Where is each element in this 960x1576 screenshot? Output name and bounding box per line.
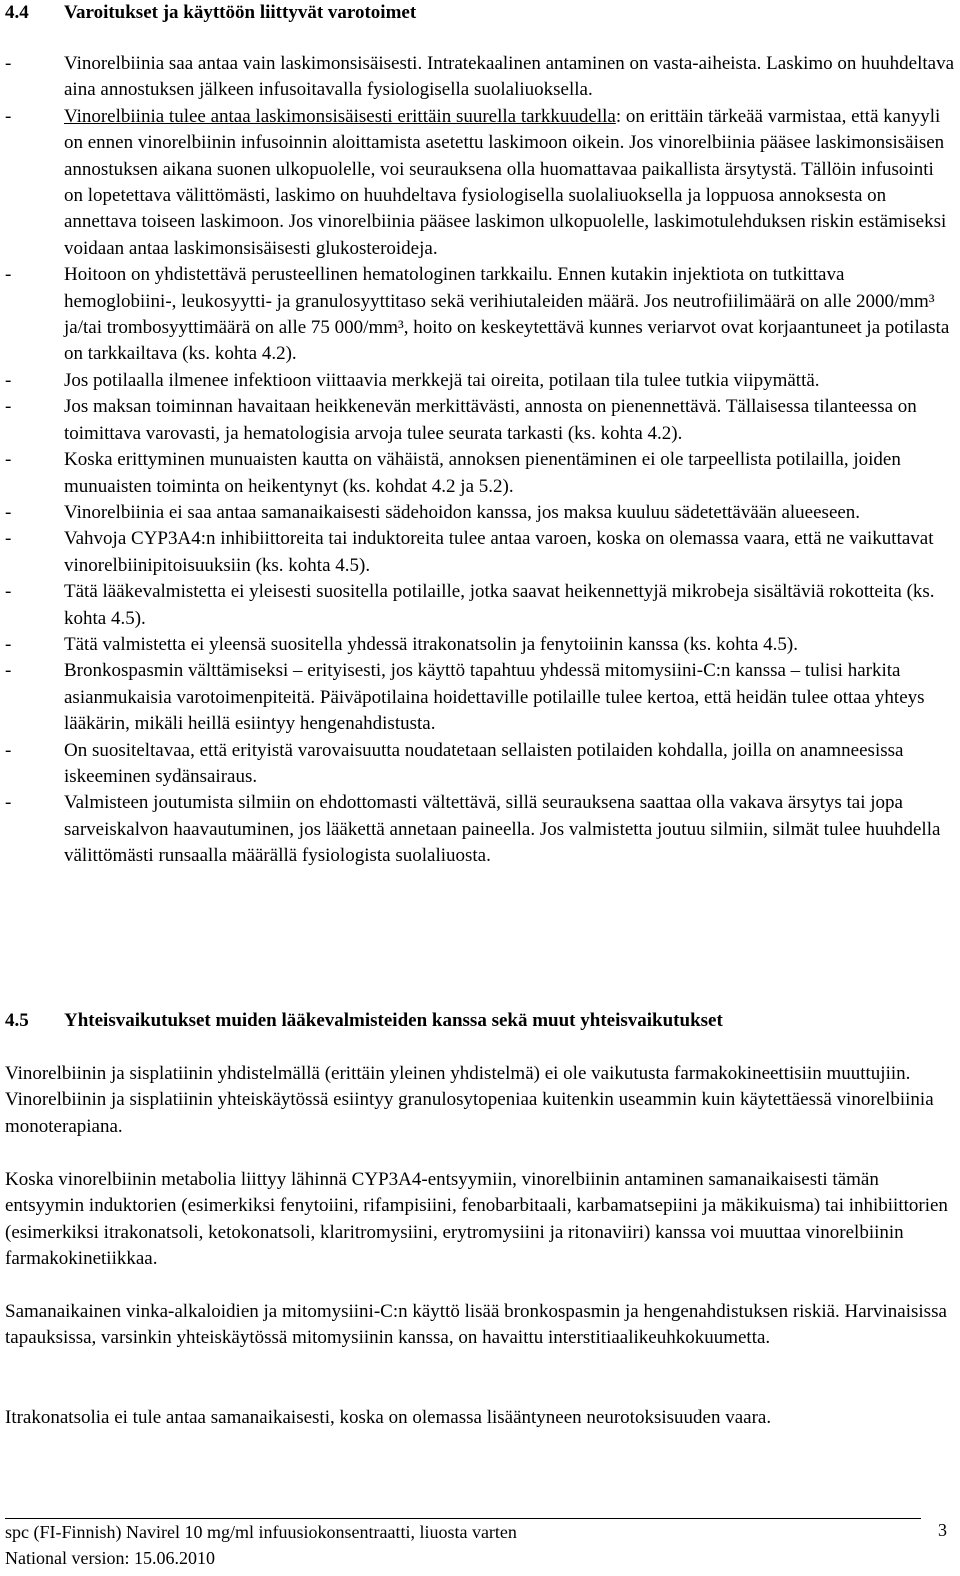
list-item-text: Vinorelbiinia saa antaa vain laskimonsisäisesti. Intratekaalinen antaminen on vasta-aiheista. Laskimo on huuhdeltava aina annostuksen jälkeen infusoitavalla fysiologisella suolaliuoksella. (64, 53, 955, 101)
list-item (5, 658, 955, 737)
list-item-text: Hoitoon on yhdistettävä perusteellinen hematologinen tarkkailu. Ennen kutakin injektiota on tutkittava hemoglobiini-, leukosyytti- ja granulosyyttitaso sekä verihiutaleiden määrä. Jos neutrofiilimäärä on alle 2000/mm³ ja/tai trombosyyttimäärä on alle 75 000/mm³, hoito on keskeytettävä kunnes veriarvot ovat korjaantuneet ja potilasta on tarkkailtava (ks. kohta 4.2). (64, 264, 950, 365)
bullet-dash: - (5, 264, 12, 286)
list-item-text: Tätä lääkevalmistetta ei yleisesti suositella potilaille, jotka saavat heikennettyjä mikrobeja sisältäviä rokotteita (ks. kohta 4.5). (64, 581, 935, 629)
list-item (5, 790, 955, 869)
footer-divider (5, 1518, 921, 1519)
paragraph: Samanaikainen vinka-alkaloidien ja mitomysiini-C:n käyttö lisää bronkospasmin ja hengenahdistuksen riskiä. Harvinaisissa tapauksissa, varsinkin yhteiskäytössä mitomysiinin kanssa, on havaittu interstitiaalikeuhkokuumetta. (5, 1301, 947, 1349)
footer-version: National version: 15.06.2010 (5, 1548, 215, 1568)
list-item (5, 394, 955, 447)
paragraph: Koska vinorelbiinin metabolia liittyy lähinnä CYP3A4-entsyymiin, vinorelbiinin antaminen samanaikaisesti tämän entsyymin induktorien (esimerkiksi fenytoiini, rifampisiini, fenobarbitaali, karbamatsepiini ja mäkikuisma) tai inhibiittorien (esimerkiksi itrakonatsoli, ketokonatsoli, klaritromysiini, erytromysiini ja ritonaviiri) kanssa voi muuttaa vinorelbiinin farmakokinetiikkaa. (5, 1169, 948, 1270)
section-title: Varoitukset ja käyttöön liittyvät varotoimet (64, 2, 417, 23)
paragraph: Vinorelbiinin ja sisplatiinin yhdistelmällä (erittäin yleinen yhdistelmä) ei ole vaikutusta farmakokineettisiin muuttujiin. Vinorelbiinin ja sisplatiinin yhteiskäytössä esiintyy granulosytopeniaa kuitenkin useammin kuin käytettäessä vinorelbiinia monoterapiana. (5, 1063, 934, 1137)
list-item-text: Koska erittyminen munuaisten kautta on vähäistä, annoksen pienentäminen ei ole tarpeellista potilailla, joiden munuaisten toiminta on heikentynyt (ks. kohdat 4.2 ja 5.2). (64, 449, 901, 497)
bullet-dash: - (5, 633, 12, 655)
bullet-dash: - (5, 739, 12, 761)
bullet-dash: - (5, 528, 12, 550)
bullet-dash: - (5, 660, 12, 682)
section-heading-4-4 (5, 0, 416, 26)
bullet-dash: - (5, 53, 12, 74)
list-item-text: Jos potilaalla ilmenee infektioon viittaavia merkkejä tai oireita, potilaan tila tulee tutkia viipymättä. (64, 369, 820, 391)
bullet-dash: - (5, 501, 12, 523)
footer-product-title: spc (FI-Finnish) Navirel 10 mg/ml infuusiokonsentraatti, liuosta varten (5, 1522, 517, 1542)
list-item (5, 51, 955, 104)
list-item (5, 262, 955, 368)
list-item-text: Vinorelbiinia ei saa antaa samanaikaisesti sädehoidon kanssa, jos maksa kuuluu sädetettävään alueeseen. (64, 501, 861, 523)
list-item-text: Tätä valmistetta ei yleensä suositella yhdessä itrakonatsolin ja fenytoiinin kanssa (ks. kohta 4.5). (64, 633, 798, 655)
list-item-text: On suositeltavaa, että erityistä varovaisuutta noudatetaan sellaisten potilaiden kohdalla, joilla on anamneesissa iskeeminen sydänsairaus. (64, 739, 904, 787)
section-title: Yhteisvaikutukset muiden lääkevalmisteiden kanssa sekä muut yhteisvaikutukset (64, 1010, 723, 1031)
list-item (5, 500, 955, 526)
section-number: 4.4 (5, 2, 29, 23)
list-item-text: : on erittäin tärkeää varmistaa, että kanyyli on ennen vinorelbiinin infusoinnin aloittamista asetettu laskimoon oikein. Jos vinorelbiinia pääsee laskimonsisäisen annostuksen aikana suonen ulkopuolelle, voi seurauksena olla huomattavaa paikallista ärsytystä. Tällöin infusointi on lopetettava välittömästi, laskimo on huuhdeltava fysiologisella suolaliuoksella ja loppuosa annoksesta on annettava toiseen laskimoon. Jos vinorelbiinia pääsee laskimon ulkopuolelle, laskimotulehduksen riskin estämiseksi voidaan antaa laskimonsisäisesti glukosteroideja. (64, 105, 947, 259)
bullet-dash: - (5, 105, 12, 127)
section-number: 4.5 (5, 1010, 29, 1031)
bullet-dash: - (5, 369, 12, 391)
list-item (5, 104, 955, 262)
list-item (5, 738, 955, 791)
page-number: 3 (938, 1520, 947, 1540)
list-item (5, 632, 955, 658)
list-item (5, 526, 955, 579)
bullet-dash: - (5, 792, 12, 814)
list-item-text: Valmisteen joutumista silmiin on ehdottomasti vältettävä, sillä seurauksena saattaa olla vakava ärsytys tai jopa sarveiskalvon haavautuminen, jos lääkettä annetaan paineella. Jos valmistetta joutuu silmiin, silmät tulee huuhdella välittömästi runsaalla määrällä fysiologista suolaliuosta. (64, 792, 941, 867)
paragraph: Itrakonatsolia ei tule antaa samanaikaisesti, koska on olemassa lisääntyneen neurotoksisuuden vaara. (5, 1407, 772, 1428)
list-item (5, 368, 955, 394)
list-item (5, 447, 955, 500)
bullet-dash: - (5, 449, 12, 471)
list-item-text: Vahvoja CYP3A4:n inhibiittoreita tai induktoreita tulee antaa varoen, koska on olemassa vaara, että ne vaikuttavat vinorelbiinipitoisuuksiin (ks. kohta 4.5). (64, 528, 934, 576)
warnings-list (5, 51, 955, 870)
list-item-text: Jos maksan toiminnan havaitaan heikkenevän merkittävästi, annosta on pienennettävä. Tällaisessa tilanteessa on toimittava varovasti, ja hematologisia arvoja tulee seurata tarkasti (ks. kohta 4.2). (64, 396, 917, 444)
list-item-text: Bronkospasmin välttämiseksi – erityisesti, jos käyttö tapahtuu yhdessä mitomysiini-C:n kanssa – tulisi harkita asianmukaisia varotoimenpiteitä. Päiväpotilaina hoidettaville potilaille tulee kertoa, että heidän tulee ottaa yhteys lääkärin, mikäli heillä esiintyy hengenahdistusta. (64, 660, 925, 735)
section-heading-4-5 (5, 1008, 723, 1034)
list-item (5, 579, 955, 632)
bullet-dash: - (5, 581, 12, 603)
list-item-underlined-text: Vinorelbiinia tulee antaa laskimonsisäisesti erittäin suurella tarkkuudella (64, 105, 616, 127)
bullet-dash: - (5, 396, 12, 418)
